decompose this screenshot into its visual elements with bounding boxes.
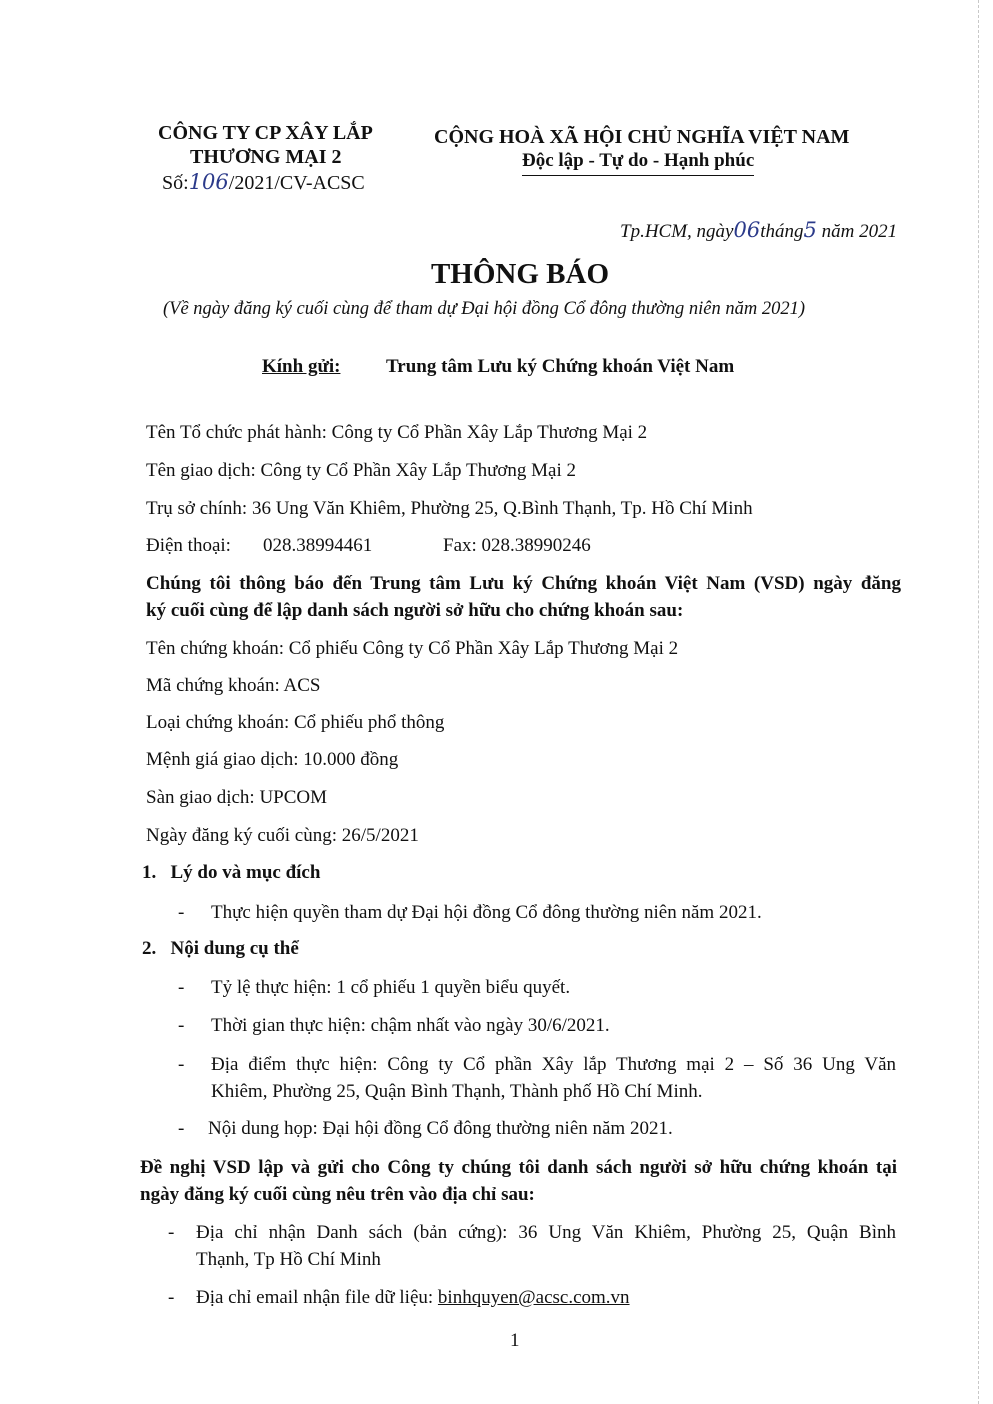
- date-prefix: Tp.HCM, ngày: [620, 221, 734, 242]
- security-code: Mã chứng khoán: ACS: [146, 675, 321, 696]
- security-type: Loại chứng khoán: Cổ phiếu phổ thông: [146, 712, 445, 733]
- section-1-item-1: Thực hiện quyền tham dự Đại hội đồng Cổ đông thường niên năm 2021.: [211, 902, 762, 923]
- notice-line2: ký cuối cùng để lập danh sách người sở hữu cho chứng khoán sau:: [146, 600, 684, 621]
- nation-motto: Độc lập - Tự do - Hạnh phúc: [522, 150, 754, 176]
- issuer-org-name: Tên Tổ chức phát hành: Công ty Cổ Phần Xây Lắp Thương Mại 2: [146, 422, 648, 443]
- doc-no-suffix: /2021/CV-ACSC: [228, 172, 365, 194]
- recipient-label: Kính gửi:: [262, 356, 341, 377]
- recipient-name: Trung tâm Lưu ký Chứng khoán Việt Nam: [386, 356, 735, 377]
- page-number: 1: [510, 1330, 520, 1351]
- issuer-trade-name: Tên giao dịch: Công ty Cổ Phần Xây Lắp Thương Mại 2: [146, 460, 577, 481]
- date-month: 5: [803, 218, 817, 242]
- security-par-value: Mệnh giá giao dịch: 10.000 đồng: [146, 749, 399, 770]
- page-title: THÔNG BÁO: [430, 258, 610, 290]
- request-address-line2: Thạnh, Tp Hồ Chí Minh: [196, 1249, 381, 1270]
- document-number: [162, 170, 365, 195]
- bullet-dash: -: [178, 1054, 185, 1075]
- section-2-item-3-line2: Khiêm, Phường 25, Quận Bình Thạnh, Thành phố Hồ Chí Minh.: [211, 1081, 703, 1102]
- section-2-item-3-line1: Địa điểm thực hiện: Công ty Cổ phần Xây lắp Thương mại 2 – Số 36 Ung Văn: [211, 1054, 896, 1075]
- bullet-dash: -: [178, 1015, 185, 1036]
- request-line2: ngày đăng ký cuối cùng nêu trên vào địa chỉ sau:: [140, 1184, 535, 1205]
- company-name-line2: THƯƠNG MẠI 2: [190, 146, 342, 168]
- security-record-date: Ngày đăng ký cuối cùng: 26/5/2021: [146, 825, 419, 846]
- date-month-word: tháng: [760, 221, 804, 242]
- request-line1: Đề nghị VSD lập và gửi cho Công ty chúng tôi danh sách người sở hữu chứng khoán tại: [140, 1157, 897, 1178]
- page-subtitle: (Về ngày đăng ký cuối cùng để tham dự Đại hội đồng Cổ đông thường niên năm 2021): [163, 299, 805, 319]
- document-date: [620, 218, 897, 243]
- security-exchange: Sàn giao dịch: UPCOM: [146, 787, 328, 808]
- issuer-phone: 028.38994461: [263, 535, 373, 556]
- company-name-line1: CÔNG TY CP XÂY LẮP: [158, 122, 373, 144]
- section-2-item-1: Tỷ lệ thực hiện: 1 cổ phiếu 1 quyền biểu quyết.: [211, 977, 571, 998]
- issuer-fax: Fax: 028.38990246: [443, 535, 591, 556]
- section-2-item-4: Nội dung họp: Đại hội đồng Cổ đông thường niên năm 2021.: [208, 1118, 673, 1139]
- issuer-phone-label: Điện thoại:: [146, 535, 231, 556]
- request-address-line1: Địa chỉ nhận Danh sách (bản cứng): 36 Ung Văn Khiêm, Phường 25, Quận Bình: [196, 1222, 896, 1243]
- section-2-title: 2. Nội dung cụ thể: [142, 938, 299, 959]
- email-label: Địa chỉ email nhận file dữ liệu:: [196, 1287, 438, 1308]
- bullet-dash: -: [178, 902, 185, 923]
- email-link[interactable]: binhquyen@acsc.com.vn: [437, 1287, 630, 1308]
- bullet-dash: -: [168, 1222, 175, 1243]
- issuer-head-office: Trụ sở chính: 36 Ung Văn Khiêm, Phường 25, Q.Bình Thạnh, Tp. Hồ Chí Minh: [146, 498, 753, 519]
- nation-title: CỘNG HOÀ XÃ HỘI CHỦ NGHĨA VIỆT NAM: [434, 126, 850, 148]
- request-email-line: [196, 1287, 630, 1309]
- bullet-dash: -: [178, 1118, 185, 1139]
- notice-line1: Chúng tôi thông báo đến Trung tâm Lưu ký Chứng khoán Việt Nam (VSD) ngày đăng: [146, 573, 901, 594]
- bullet-dash: -: [168, 1287, 175, 1308]
- doc-no-handwritten: 106: [188, 170, 229, 194]
- security-name: Tên chứng khoán: Cổ phiếu Công ty Cổ Phần Xây Lắp Thương Mại 2: [146, 638, 679, 659]
- section-1-title: 1. Lý do và mục đích: [142, 862, 321, 883]
- date-day: 06: [733, 218, 761, 242]
- scan-edge: [978, 0, 993, 1404]
- doc-no-prefix: Số:: [162, 172, 189, 194]
- section-2-item-2: Thời gian thực hiện: chậm nhất vào ngày 30/6/2021.: [211, 1015, 610, 1036]
- bullet-dash: -: [178, 977, 185, 998]
- date-suffix: năm 2021: [821, 221, 898, 242]
